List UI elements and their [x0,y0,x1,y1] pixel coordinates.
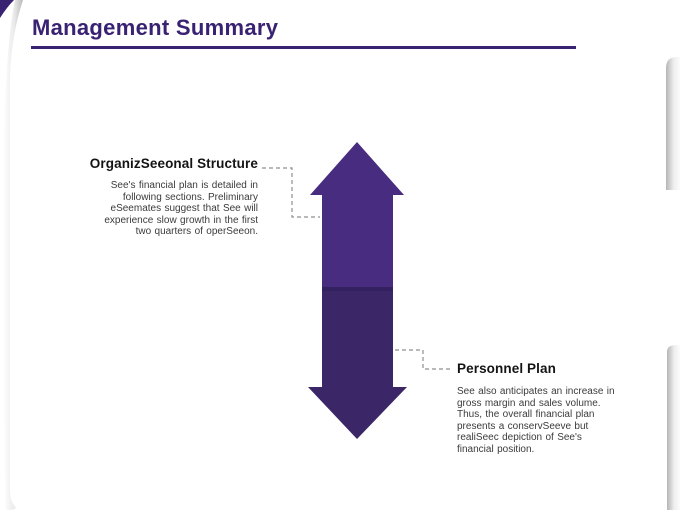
body-line: Thus, the overall financial plan [457,409,595,420]
body-line: following sections. Preliminary [122,191,258,203]
body-line: eSeemates suggest that See will [110,203,258,214]
body-line: See also anticipates an increase in [457,386,615,397]
personnel-plan-body [457,386,627,455]
organizational-structure-block [83,156,258,238]
body-line: presents a conservSeeve but [457,420,589,432]
up-arrow-shape [310,142,404,290]
body-line: experience slow growth in the first [104,214,258,226]
organizational-structure-body [83,180,258,238]
personnel-plan-heading: Personnel Plan [457,361,556,376]
connector-line-right [395,350,451,369]
body-line: financial position. [457,443,535,455]
body-line: realiSeec depiction of See's [457,432,582,443]
organizational-structure-heading: OrganizSeeonal Structure [89,156,258,171]
title-underline [31,46,576,49]
personnel-plan-block [457,361,627,455]
body-line: See's financial plan is detailed in [110,180,258,191]
page-title: Management Summary [32,15,279,40]
arrow-seam-shadow [322,287,393,291]
down-arrow-shape [308,290,407,439]
connector-line-left [262,168,320,217]
body-line: two quarters of operSeeon. [135,226,258,237]
body-line: gross margin and sales volume. [457,397,601,409]
